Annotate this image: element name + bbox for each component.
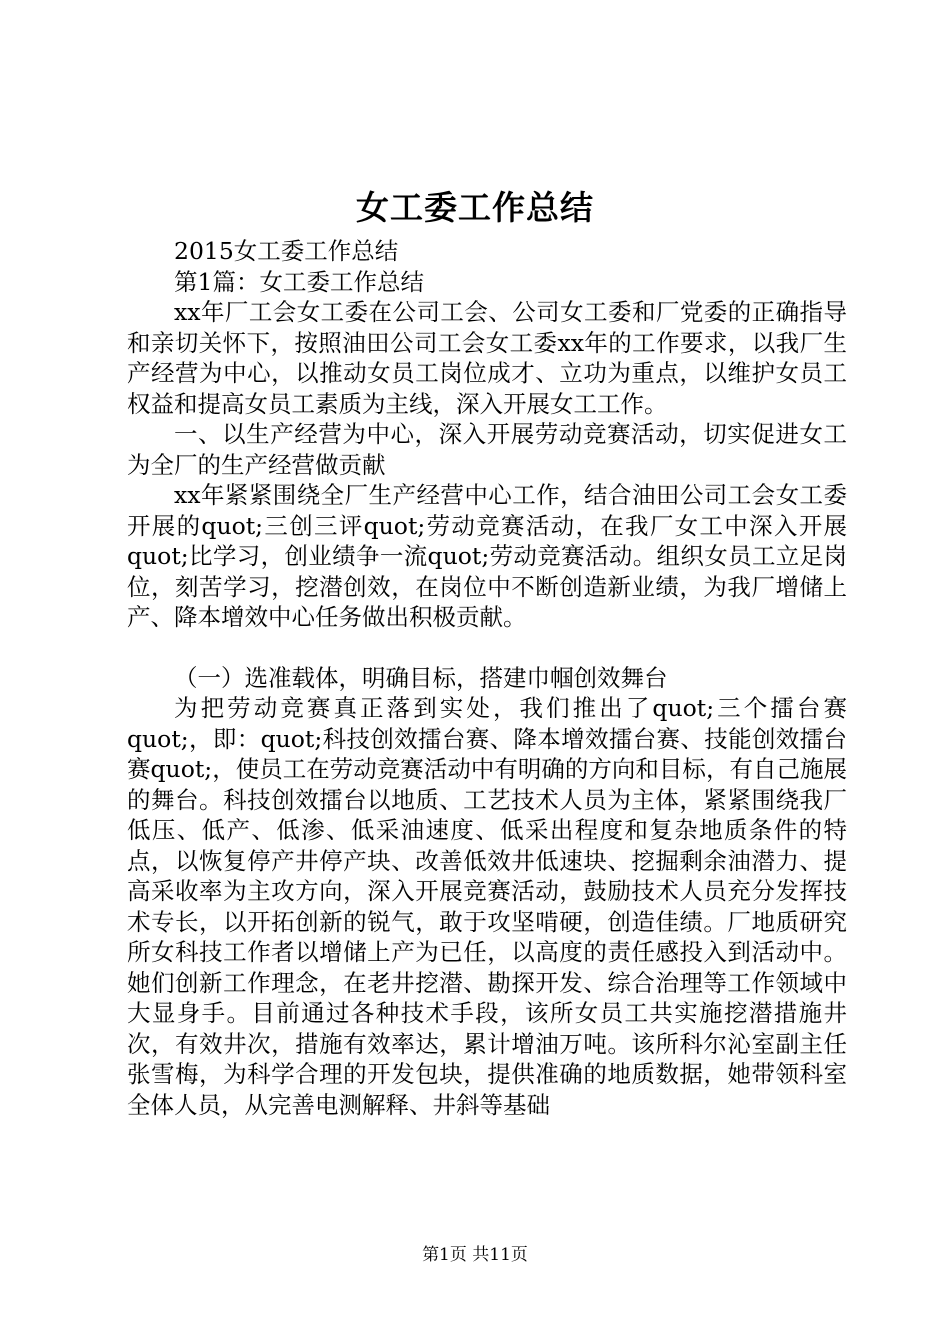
paragraph-section-heading: 一、以生产经营为中心，深入开展劳动竞赛活动，切实促进女工为全厂的生产经营做贡献 xyxy=(127,420,847,479)
paragraph-subsection-heading: （一）选准载体，明确目标，搭建巾帼创效舞台 xyxy=(174,663,668,692)
paragraph-subtitle: 2015女工委工作总结 xyxy=(174,237,399,265)
document-body xyxy=(127,236,847,1120)
page-number-footer: 第1页 共11页 xyxy=(422,1245,528,1265)
paragraph-section-body: xx年紧紧围绕全厂生产经营中心工作，结合油田公司工会女工委开展的quot;三创三评quot;劳动竞赛活动，在我厂女工中深入开展quot;比学习，创业绩争一流quot;劳动竞赛活动。组织女员工立足岗位，刻苦学习，挖潜创效，在岗位中不断创造新业绩，为我厂增储上产、降本增效中心任务做出积极贡献。 xyxy=(127,481,847,631)
document-title: 女工委工作总结 xyxy=(356,188,594,227)
paragraph-intro: xx年厂工会女工委在公司工会、公司女工委和厂党委的正确指导和亲切关怀下，按照油田公司工会女工委xx年的工作要求，以我厂生产经营为中心，以推动女员工岗位成才、立功为重点，以维护女员工权益和提高女员工素质为主线，深入开展女工工作。 xyxy=(127,298,847,418)
paragraph-subsection-body: 为把劳动竞赛真正落到实处，我们推出了quot;三个擂台赛quot;，即：quot;科技创效擂台赛、降本增效擂台赛、技能创效擂台赛quot;，使员工在劳动竞赛活动中有明确的方向和目标，有自己施展的舞台。科技创效擂台以地质、工艺技术人员为主体，紧紧围绕我厂低压、低产、低渗、低采油速度、低采出程度和复杂地质条件的特点，以恢复停产井停产块、改善低效井低速块、挖掘剩余油潜力、提高采收率为主攻方向，深入开展竞赛活动，鼓励技术人员充分发挥技术专长，以开拓创新的锐气，敢于攻坚啃硬，创造佳绩。厂地质研究所女科技工作者以增储上产为已任，以高度的责任感投入到活动中。她们创新工作理念，在老井挖潜、勘探开发、综合治理等工作领域中大显身手。目前通过各种技术手段，该所女员工共实施挖潜措施井次，有效井次，措施有效率达，累计增油万吨。该所科尔沁室副主任张雪梅，为科学合理的开发包块，提供准确的地质数据，她带领科室全体人员，从完善电测解释、井斜等基础 xyxy=(127,694,847,1119)
paragraph-chapter-heading: 第1篇：女工委工作总结 xyxy=(174,267,424,296)
